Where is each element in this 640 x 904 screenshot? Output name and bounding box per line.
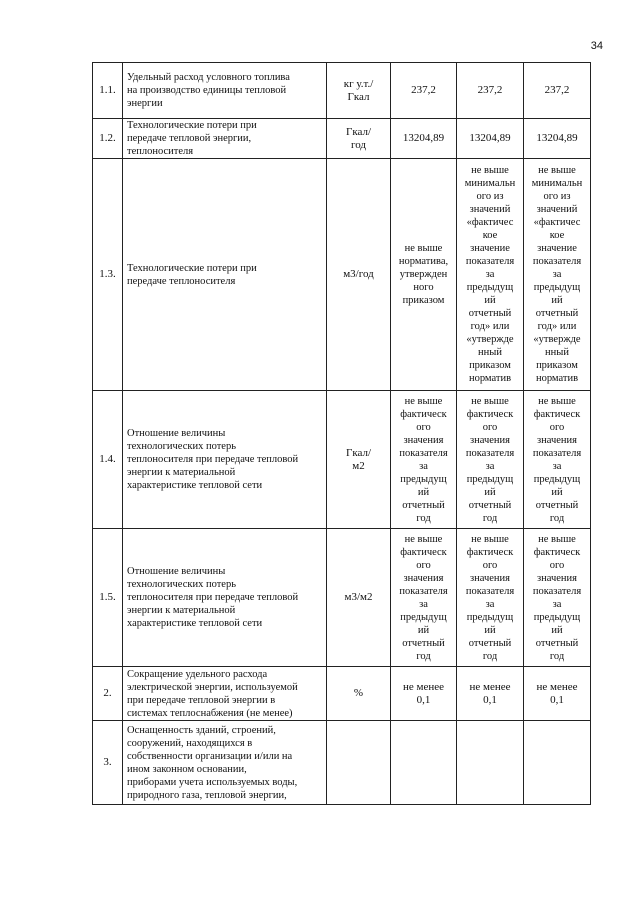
cell-line: значение [537, 243, 577, 254]
indicators-table [92, 62, 591, 805]
cell-line: отчетный [468, 308, 512, 319]
cell-line: предыдущ [400, 611, 447, 623]
cell-line: ого [416, 559, 431, 571]
value-cell-3 [524, 63, 591, 119]
cell-line: энергии к материальной [127, 467, 236, 478]
value-cell-1 [391, 119, 457, 159]
cell-line: значения [403, 434, 444, 446]
cell-line: нный [545, 347, 569, 358]
cell-line: кг у.т./ [343, 77, 374, 90]
value-cell-2 [457, 529, 524, 667]
cell-line: фактическ [400, 546, 447, 558]
cell-line: минимальн [464, 178, 516, 189]
cell-line: год [416, 650, 431, 662]
cell-line: утвержден [399, 269, 448, 280]
cell-line: год [350, 138, 367, 151]
cell-line: нный [478, 347, 502, 358]
cell-line: технологических потерь [127, 441, 236, 452]
row-number: 3. [93, 721, 123, 805]
value-cell-2 [457, 119, 524, 159]
cell-line: фактическ [400, 408, 447, 420]
cell-line: отчетный [402, 637, 445, 649]
cell-line: Оснащенность зданий, строений, [127, 724, 276, 736]
cell-line: ого из [543, 191, 571, 202]
indicator-name [123, 667, 327, 721]
cell-line: характеристике тепловой сети [127, 480, 263, 491]
value-cell-1 [391, 529, 457, 667]
cell-line: Гкал/ [345, 446, 372, 459]
table-row [93, 63, 591, 119]
unit-cell [327, 63, 391, 119]
cell-line: не выше [404, 533, 443, 545]
cell-line: 237,2 [477, 84, 503, 96]
cell-line: технологических потерь [127, 579, 236, 590]
cell-line: м3/год [343, 268, 374, 280]
value-cell-2 [457, 159, 524, 391]
unit-cell [327, 159, 391, 391]
value-cell-1 [391, 159, 457, 391]
cell-line: Технологические потери при [127, 120, 257, 131]
value-cell-3 [524, 721, 591, 805]
cell-line: год [482, 650, 498, 662]
cell-line: показателя [532, 585, 582, 597]
cell-line: значения [403, 572, 444, 584]
unit-cell [327, 119, 391, 159]
cell-line: норматив [535, 373, 579, 384]
cell-line: за [552, 269, 562, 280]
cell-line: ий [417, 624, 430, 636]
cell-line: предыдущ [466, 473, 514, 485]
cell-line: «утвержде [466, 334, 514, 345]
indicator-name [123, 529, 327, 667]
cell-line: природного газа, тепловой энергии, [127, 789, 287, 801]
cell-line: на производство единицы тепловой [127, 85, 287, 96]
cell-line: предыдущ [533, 611, 581, 623]
cell-line: ий [551, 295, 563, 306]
cell-line: не выше [538, 533, 576, 545]
cell-line: «фактичес [533, 217, 581, 228]
value-cell-1 [391, 63, 457, 119]
cell-line: показателя [399, 585, 448, 597]
cell-line: приказом [469, 360, 511, 371]
row-number: 1.4. [93, 391, 123, 529]
cell-line: отчетный [535, 637, 579, 649]
cell-line: Удельный расход условного топлива [127, 72, 290, 83]
cell-line: «фактичес [466, 217, 514, 228]
cell-line: при передаче тепловой энергии в [127, 694, 276, 706]
cell-line: значение [470, 243, 510, 254]
row-number: 1.5. [93, 529, 123, 667]
cell-line: за [552, 598, 562, 610]
value-cell-3 [524, 119, 591, 159]
value-cell-2 [457, 721, 524, 805]
cell-line: фактическ [466, 546, 514, 558]
cell-line: теплоносителя при передаче тепловой [127, 592, 299, 603]
indicator-name [123, 159, 327, 391]
cell-line: приказом [536, 360, 578, 371]
cell-line: 0,1 [483, 693, 497, 706]
value-cell-1 [391, 667, 457, 721]
value-cell-3 [524, 159, 591, 391]
cell-line: значения [536, 434, 578, 446]
cell-line: предыдущ [533, 282, 581, 293]
cell-line: ий [484, 486, 496, 498]
cell-line: кое [482, 230, 498, 241]
cell-line: собственности организации и/или на [127, 750, 293, 762]
cell-line: не выше [471, 395, 509, 407]
cell-line: минимальн [531, 178, 583, 189]
value-cell-3 [524, 391, 591, 529]
cell-line: не менее [536, 680, 578, 693]
page-number: 34 [590, 40, 603, 52]
cell-line: не выше [404, 243, 443, 254]
cell-line: год» или [470, 321, 510, 332]
cell-line: показателя [465, 585, 515, 597]
indicator-name [123, 391, 327, 529]
cell-line: ного [413, 282, 434, 293]
cell-line: за [419, 598, 428, 610]
cell-line: значения [469, 572, 511, 584]
table-row [93, 159, 591, 391]
cell-line: приборами учета используемых воды, [127, 776, 298, 788]
unit-cell [327, 721, 391, 805]
cell-line: не выше [471, 533, 509, 545]
cell-line: 13204,89 [469, 132, 511, 144]
cell-line: «утвержде [533, 334, 581, 345]
cell-line: год [416, 512, 431, 524]
row-number: 1.2. [93, 119, 123, 159]
cell-line: ого [482, 421, 498, 433]
cell-line: системах теплоснабжения (не менее) [127, 707, 293, 719]
cell-line: предыдущ [533, 473, 581, 485]
cell-line: характеристике тепловой сети [127, 618, 263, 629]
cell-line: теплоносителя при передаче тепловой [127, 454, 299, 465]
cell-line: 0,1 [550, 693, 564, 706]
value-cell-2 [457, 63, 524, 119]
row-number: 1.1. [93, 63, 123, 119]
cell-line: 237,2 [544, 84, 570, 96]
cell-line: ого [549, 559, 565, 571]
indicator-name [123, 721, 327, 805]
cell-line: год [482, 512, 498, 524]
cell-line: ий [484, 624, 496, 636]
cell-line: год [549, 650, 565, 662]
cell-line: предыдущ [466, 611, 514, 623]
cell-line: отчетный [402, 499, 445, 511]
cell-line: не выше [538, 165, 576, 176]
cell-line: ого [416, 421, 431, 433]
cell-line: предыдущ [466, 282, 514, 293]
cell-line: значений [536, 204, 578, 215]
cell-line: не выше [538, 395, 576, 407]
table-row [93, 721, 591, 805]
value-cell-2 [457, 667, 524, 721]
cell-line: кое [549, 230, 565, 241]
cell-line: ого [549, 421, 565, 433]
table-row [93, 667, 591, 721]
cell-line: отчетный [468, 499, 512, 511]
cell-line: показателя [465, 447, 515, 459]
cell-line: норматив [468, 373, 512, 384]
cell-line: 13204,89 [402, 132, 445, 144]
cell-line: отчетный [535, 499, 579, 511]
cell-line: за [552, 460, 562, 472]
cell-line: показателя [532, 447, 582, 459]
cell-line: ий [417, 486, 430, 498]
table-row [93, 529, 591, 667]
value-cell-1 [391, 721, 457, 805]
cell-line: фактическ [533, 546, 581, 558]
cell-line: не менее [402, 680, 444, 693]
cell-line: фактическ [466, 408, 514, 420]
cell-line: Отношение величины [127, 566, 226, 577]
indicator-name [123, 63, 327, 119]
cell-line: показателя [532, 256, 582, 267]
value-cell-3 [524, 529, 591, 667]
cell-line: за [485, 598, 495, 610]
cell-line: 237,2 [411, 84, 436, 96]
table-row [93, 119, 591, 159]
row-number: 1.3. [93, 159, 123, 391]
cell-line: сооружений, находящихся в [127, 737, 253, 749]
indicator-name [123, 119, 327, 159]
cell-line: Технологические потери при [127, 262, 257, 274]
cell-line: значения [536, 572, 578, 584]
cell-line: м2 [352, 459, 365, 472]
cell-line: отчетный [468, 637, 512, 649]
cell-line: значения [469, 434, 511, 446]
cell-line: ого [482, 559, 498, 571]
cell-line: показателя [465, 256, 515, 267]
cell-line: % [353, 687, 364, 699]
cell-line: передаче теплоносителя [127, 275, 236, 287]
row-number: 2. [93, 667, 123, 721]
cell-line: показателя [399, 447, 448, 459]
cell-line: не выше [471, 165, 509, 176]
cell-line: Отношение величины [127, 428, 226, 439]
cell-line: ий [484, 295, 496, 306]
unit-cell [327, 391, 391, 529]
cell-line: энергии [127, 98, 163, 109]
value-cell-1 [391, 391, 457, 529]
cell-line: отчетный [535, 308, 579, 319]
cell-line: м3/м2 [344, 591, 373, 603]
cell-line: за [485, 460, 495, 472]
cell-line: год» или [537, 321, 577, 332]
cell-line: 0,1 [416, 693, 431, 706]
cell-line: не менее [469, 680, 511, 693]
unit-cell [327, 529, 391, 667]
cell-line: год [549, 512, 565, 524]
cell-line: ого из [476, 191, 504, 202]
cell-line: ином законном основании, [127, 763, 247, 775]
cell-line: ий [551, 486, 563, 498]
cell-line: 13204,89 [536, 132, 578, 144]
cell-line: за [485, 269, 495, 280]
cell-line: предыдущ [400, 473, 447, 485]
cell-line: Гкал/ [345, 125, 372, 138]
cell-line: приказом [402, 295, 445, 306]
value-cell-3 [524, 667, 591, 721]
value-cell-2 [457, 391, 524, 529]
table-row [93, 391, 591, 529]
cell-line: ий [551, 624, 563, 636]
cell-line: фактическ [533, 408, 581, 420]
cell-line: энергии к материальной [127, 605, 236, 616]
cell-line: Сокращение удельного расхода [127, 668, 268, 680]
cell-line: теплоносителя [127, 146, 194, 157]
cell-line: не выше [404, 395, 443, 407]
unit-cell [327, 667, 391, 721]
cell-line: передаче тепловой энергии, [127, 133, 252, 144]
cell-line: Гкал [347, 90, 370, 103]
cell-line: значений [469, 204, 511, 215]
cell-line: норматива, [398, 256, 449, 267]
cell-line: электрической энергии, используемой [127, 681, 298, 693]
cell-line: за [419, 460, 428, 472]
